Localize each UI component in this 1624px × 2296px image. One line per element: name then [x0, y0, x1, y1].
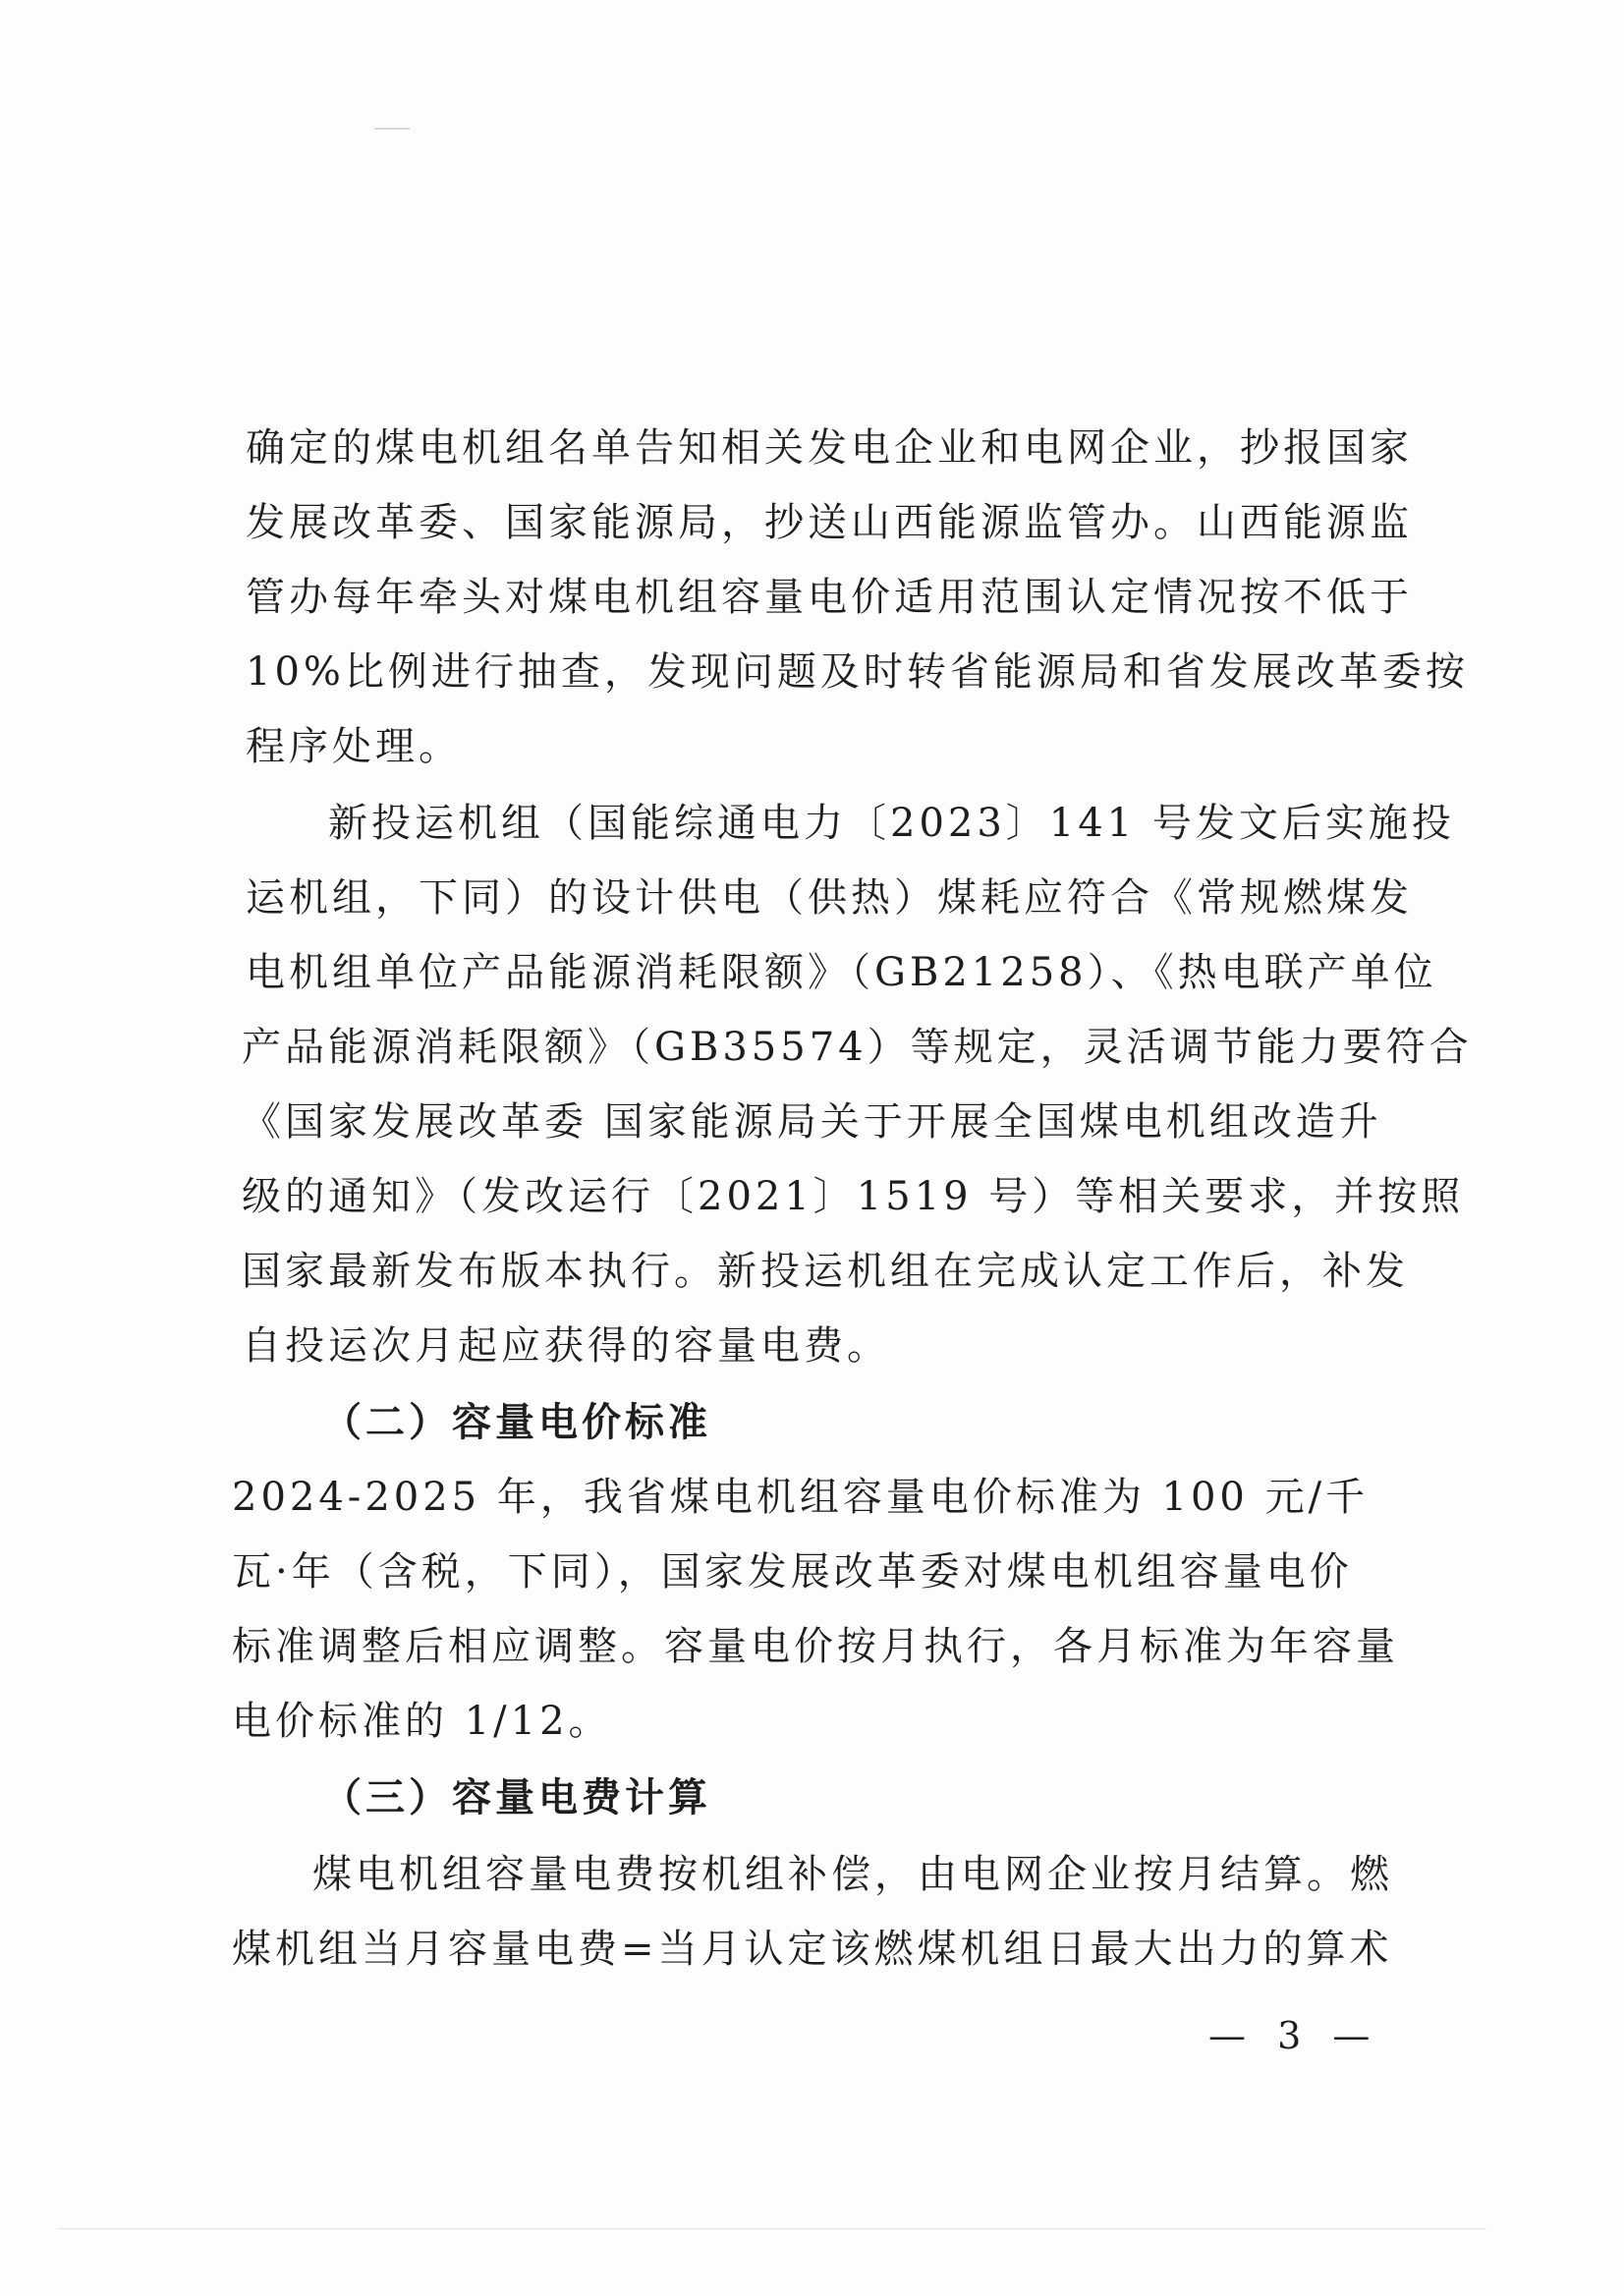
paragraph-3-line-1: 2024-2025 年，我省煤电机组容量电价标准为 100 元/千: [232, 1475, 1370, 1520]
paragraph-1-line-1: 确定的煤电机组名单告知相关发电企业和电网企业，抄报国家: [246, 425, 1413, 471]
paragraph-2-line-3: 电机组单位产品能源消耗限额》（GB21258）、《热电联产单位: [246, 950, 1437, 995]
paragraph-2-line-1: 新投运机组（国能综通电力〔2023〕141 号发文后实施投: [328, 801, 1455, 846]
paragraph-3-line-4: 电价标准的 1/12。: [232, 1699, 612, 1744]
paragraph-1-line-3: 管办每年牵头对煤电机组容量电价适用范围认定情况按不低于: [246, 575, 1413, 620]
paragraph-2-line-6: 级的通知》（发改运行〔2021〕1519 号）等相关要求，并按照: [242, 1174, 1465, 1219]
page-number: — 3 —: [1208, 2014, 1380, 2057]
paragraph-2-line-4: 产品能源消耗限额》（GB35574）等规定，灵活调节能力要符合: [242, 1025, 1473, 1070]
paragraph-4-line-1: 煤电机组容量电费按机组补偿，由电网企业按月结算。燃: [312, 1852, 1393, 1897]
paragraph-2-line-5: 《国家发展改革委 国家能源局关于开展全国煤电机组改造升: [242, 1099, 1382, 1145]
section-heading-2: （二）容量电价标准: [322, 1400, 711, 1445]
paragraph-2-line-8: 自投运次月起应获得的容量电费。: [242, 1323, 890, 1369]
paragraph-3-line-2: 瓦·年（含税，下同），国家发展改革委对煤电机组容量电价: [232, 1549, 1353, 1595]
paragraph-4-line-2: 煤机组当月容量电费=当月认定该燃煤机组日最大出力的算术: [232, 1927, 1393, 1972]
paragraph-1-line-2: 发展改革委、国家能源局，抄送山西能源监管办。山西能源监: [246, 500, 1413, 545]
scan-artifact: [374, 128, 410, 130]
scan-artifact-bottom: [59, 2228, 1486, 2229]
section-heading-3: （三）容量电费计算: [322, 1775, 711, 1820]
paragraph-2-line-7: 国家最新发布版本执行。新投运机组在完成认定工作后，补发: [242, 1249, 1409, 1294]
paragraph-1-line-4: 10%比例进行抽查，发现问题及时转省能源局和省发展改革委按: [246, 649, 1469, 695]
paragraph-1-line-5: 程序处理。: [246, 724, 462, 769]
paragraph-3-line-3: 标准调整后相应调整。容量电价按月执行，各月标准为年容量: [232, 1624, 1399, 1669]
paragraph-2-line-2: 运机组，下同）的设计供电（供热）煤耗应符合《常规燃煤发: [246, 875, 1413, 921]
